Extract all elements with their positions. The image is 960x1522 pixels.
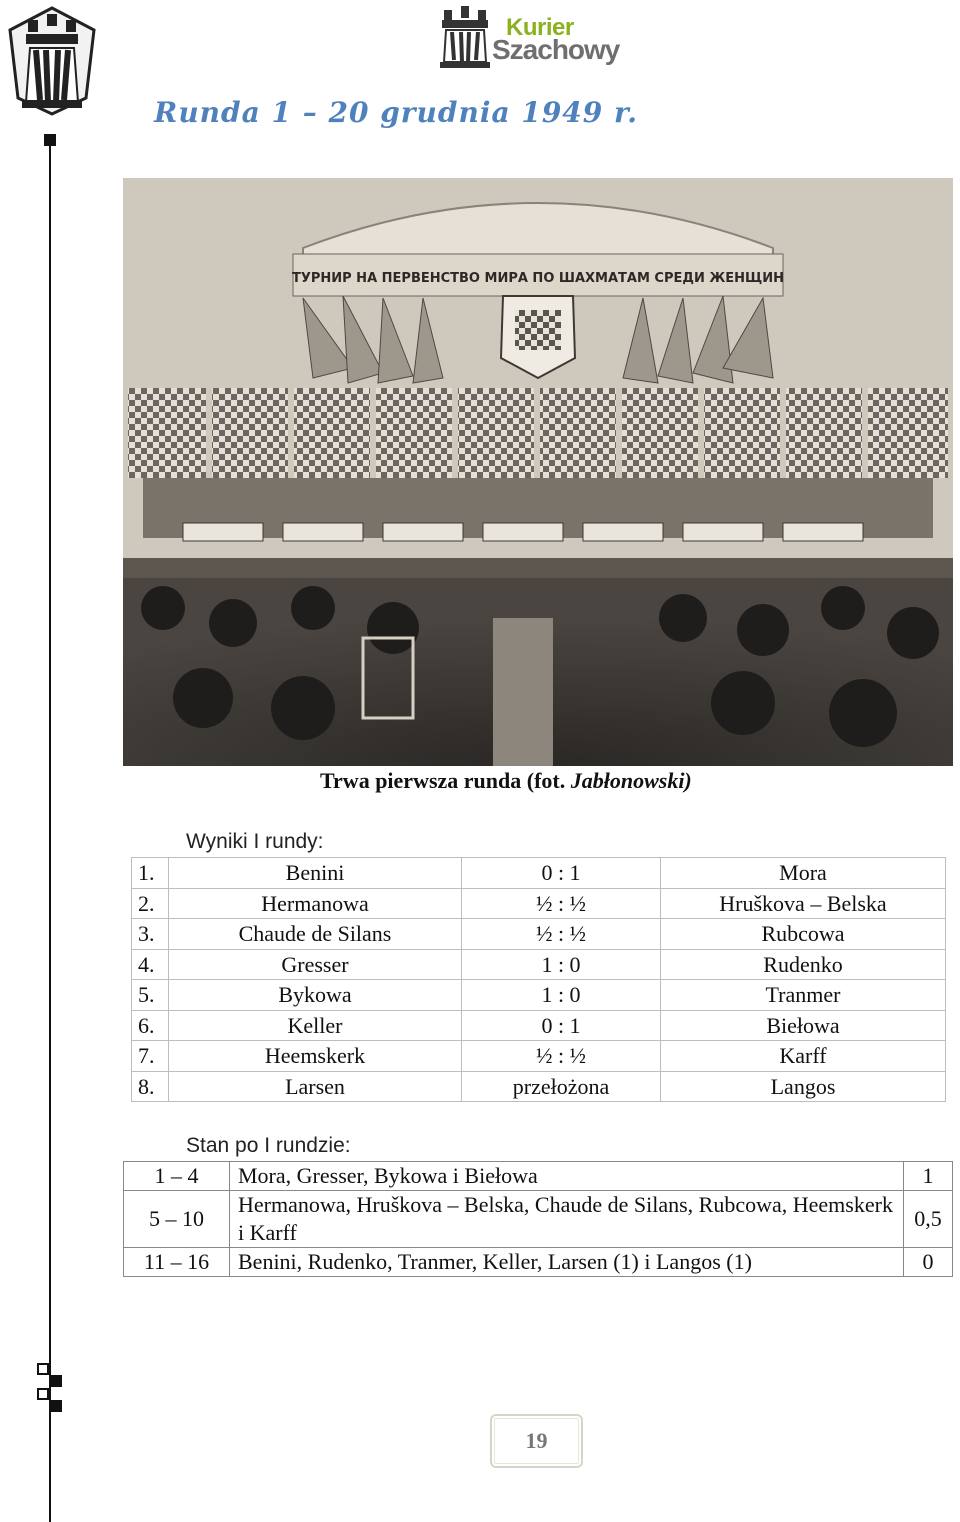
result-score: ½ : ½ (462, 1041, 661, 1072)
result-score: ½ : ½ (462, 888, 661, 919)
table-row (132, 1041, 946, 1072)
result-number: 7. (132, 1041, 169, 1072)
result-number: 3. (132, 919, 169, 950)
page-number: 19 (490, 1414, 583, 1468)
result-black-player: Rubcowa (661, 919, 946, 950)
result-number: 5. (132, 980, 169, 1011)
result-white-player: Hermanowa (169, 888, 462, 919)
result-score: 0 : 1 (462, 1010, 661, 1041)
result-white-player: Gresser (169, 949, 462, 980)
table-row (132, 980, 946, 1011)
table-row (124, 1248, 953, 1277)
result-black-player: Tranmer (661, 980, 946, 1011)
result-white-player: Benini (169, 858, 462, 889)
table-row (132, 888, 946, 919)
result-score: przełożona (462, 1071, 661, 1102)
standings-table (123, 1161, 953, 1277)
result-white-player: Chaude de Silans (169, 919, 462, 950)
result-number: 2. (132, 888, 169, 919)
results-table (131, 857, 946, 1102)
result-black-player: Langos (661, 1071, 946, 1102)
table-row (132, 858, 946, 889)
tournament-hall-photo (123, 178, 953, 766)
table-row (124, 1191, 953, 1248)
result-black-player: Karff (661, 1041, 946, 1072)
result-white-player: Bykowa (169, 980, 462, 1011)
result-white-player: Keller (169, 1010, 462, 1041)
standing-players: Mora, Gresser, Bykowa i Biełowa (230, 1162, 904, 1191)
results-heading: Wyniki I rundy: (186, 830, 324, 853)
rule-square-hollow-1 (37, 1363, 49, 1375)
result-score: 1 : 0 (462, 949, 661, 980)
result-white-player: Larsen (169, 1071, 462, 1102)
brand-name-bottom: Szachowy (492, 34, 620, 65)
table-row (132, 919, 946, 950)
result-white-player: Heemskerk (169, 1041, 462, 1072)
rule-square-filled-2 (50, 1400, 62, 1412)
caption-credit: Jabłonowski) (570, 768, 692, 793)
brand-logo (436, 4, 636, 70)
result-black-player: Mora (661, 858, 946, 889)
rule-square-hollow-2 (37, 1388, 49, 1400)
brand-rook-icon (436, 4, 494, 70)
result-black-player: Rudenko (661, 949, 946, 980)
rule-square-top (44, 134, 56, 146)
standing-points: 0,5 (904, 1191, 953, 1248)
table-row (124, 1162, 953, 1191)
result-score: 0 : 1 (462, 858, 661, 889)
result-number: 4. (132, 949, 169, 980)
photo-caption (320, 768, 692, 794)
result-score: ½ : ½ (462, 919, 661, 950)
table-row (132, 949, 946, 980)
standing-range: 5 – 10 (124, 1191, 230, 1248)
result-number: 6. (132, 1010, 169, 1041)
standing-range: 11 – 16 (124, 1248, 230, 1277)
standing-players: Hermanowa, Hruškova – Belska, Chaude de Silans, Rubcowa, Heemskerk i Karff (230, 1191, 904, 1248)
table-row (132, 1071, 946, 1102)
rule-square-filled-1 (50, 1375, 62, 1387)
standing-players: Benini, Rudenko, Tranmer, Keller, Larsen (1) i Langos (1) (230, 1248, 904, 1277)
hall-banner-text: ТУРНИР НА ПЕРВЕНСТВО МИРА ПО ШАХМАТАМ СРЕДИ ЖЕНЩИН (291, 271, 785, 286)
brand-name-top: Kurier (506, 14, 574, 41)
standing-range: 1 – 4 (124, 1162, 230, 1191)
result-number: 8. (132, 1071, 169, 1102)
result-black-player: Hruškova – Belska (661, 888, 946, 919)
standing-points: 1 (904, 1162, 953, 1191)
caption-text: Trwa pierwsza runda (fot. (320, 768, 571, 793)
standing-points: 0 (904, 1248, 953, 1277)
result-black-player: Biełowa (661, 1010, 946, 1041)
result-score: 1 : 0 (462, 980, 661, 1011)
result-number: 1. (132, 858, 169, 889)
table-row (132, 1010, 946, 1041)
left-rule (49, 140, 51, 1522)
standings-heading: Stan po I rundzie: (186, 1134, 351, 1157)
page-title: Runda 1 – 20 grudnia 1949 r. (154, 96, 638, 129)
